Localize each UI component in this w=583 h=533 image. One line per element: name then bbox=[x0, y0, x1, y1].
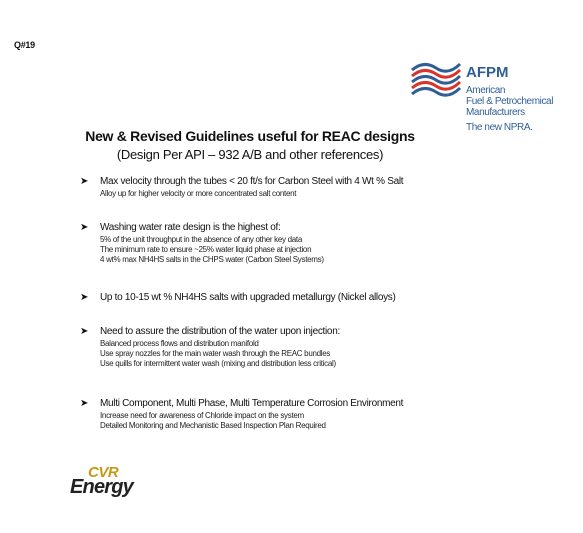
bullet-sub-text: Balanced process flows and distribution manifold bbox=[100, 339, 259, 348]
bullet-sub-text: Use quills for intermittent water wash (mixing and distribution less critical) bbox=[100, 359, 336, 368]
arrow-bullet-icon: ➤ bbox=[80, 176, 89, 187]
cvr-energy-logo bbox=[68, 462, 152, 508]
bullet-sub-text: Alloy up for higher velocity or more concentrated salt content bbox=[100, 189, 297, 198]
bullet-text: Multi Component, Multi Phase, Multi Temperature Corrosion Environment bbox=[100, 398, 404, 409]
bullet-sub-text: Detailed Monitoring and Mechanistic Based Inspection Plan Required bbox=[100, 421, 326, 430]
bullet-text: Washing water rate design is the highest of: bbox=[100, 222, 281, 233]
arrow-bullet-icon: ➤ bbox=[80, 292, 89, 303]
afpm-name: AFPM bbox=[466, 64, 509, 81]
bullet-sub-text: 5% of the unit throughput in the absence of any other key data bbox=[100, 235, 302, 244]
afpm-flag-icon bbox=[410, 58, 462, 98]
cvr-logo-top: CVR bbox=[88, 464, 119, 481]
cvr-logo-bottom: Energy bbox=[70, 476, 134, 498]
slide-title: New & Revised Guidelines useful for REAC designs bbox=[85, 128, 415, 144]
arrow-bullet-icon: ➤ bbox=[80, 326, 89, 337]
question-number: Q#19 bbox=[14, 40, 35, 50]
afpm-line-1: American bbox=[466, 85, 506, 96]
slide-subtitle: (Design Per API – 932 A/B and other references) bbox=[116, 147, 384, 162]
bullet-sub-text: 4 wt% max NH4HS salts in the CHPS water (Carbon Steel Systems) bbox=[100, 255, 324, 264]
bullet-text: Max velocity through the tubes < 20 ft/s for Carbon Steel with 4 Wt % Salt bbox=[100, 176, 404, 187]
afpm-line-3: Manufacturers bbox=[466, 107, 525, 118]
bullet-sub-text: The minimum rate to ensure ~25% water liquid phase at injection bbox=[100, 245, 312, 254]
bullet-text: Up to 10-15 wt % NH4HS salts with upgraded metallurgy (Nickel alloys) bbox=[100, 292, 396, 303]
bullet-sub-text: Use spray nozzles for the main water wash through the REAC bundles bbox=[100, 349, 331, 358]
bullet-text: Need to assure the distribution of the water upon injection: bbox=[100, 326, 340, 337]
afpm-tagline: The new NPRA. bbox=[466, 122, 533, 133]
bullet-sub-text: Increase need for awareness of Chloride impact on the system bbox=[100, 411, 304, 420]
afpm-line-2: Fuel & Petrochemical bbox=[466, 96, 554, 107]
arrow-bullet-icon: ➤ bbox=[80, 222, 89, 233]
arrow-bullet-icon: ➤ bbox=[80, 398, 89, 409]
